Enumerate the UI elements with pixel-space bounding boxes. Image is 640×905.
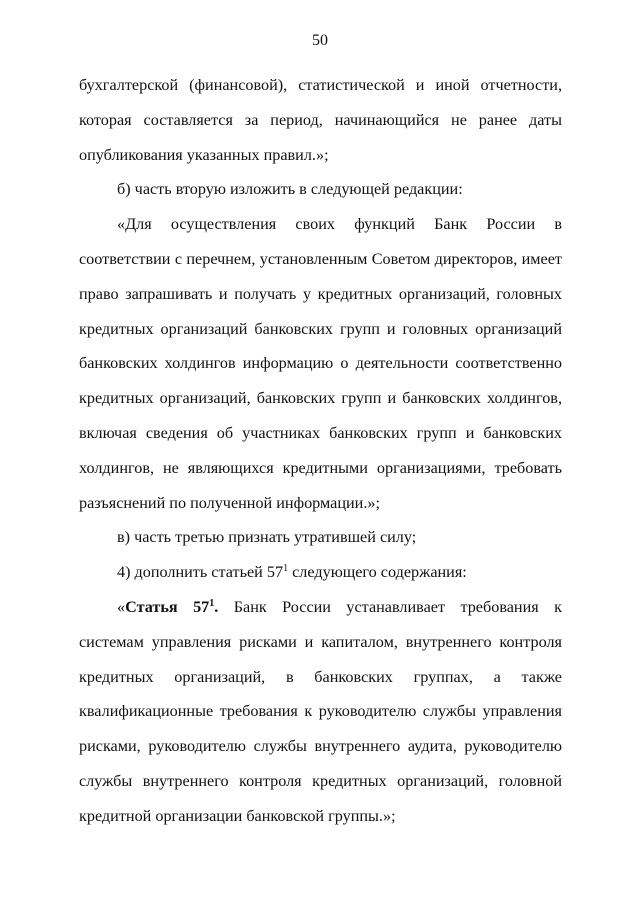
- article-heading: [125, 598, 218, 616]
- paragraph-article-57-1: [79, 590, 562, 834]
- paragraph-amendment-b: б) часть вторую изложить в следующей редакции:: [117, 180, 463, 199]
- document-body: [79, 68, 562, 834]
- paragraph-new-wording-part-two: «Для осуществления своих функций Банк России в соответствии с перечнем, установленным Советом директоров, имеет право запрашивать и получать у кредитных организаций, головных кредитных организаций банковских групп и головных организаций банковских холдингов информацию о деятельности соответственно кредитных организаций, банковских групп и банковских холдингов, включая сведения об участниках банковских групп и банковских холдингов, не являющихся кредитными организациями, требовать разъяснений по полученной информации.»;: [79, 215, 562, 512]
- article-open-quote: «: [117, 597, 126, 616]
- paragraph-reporting-continuation: бухгалтерской (финансовой), статистической и иной отчетности, которая составляется за период, начинающийся не ранее даты опубликования указанных правил.»;: [79, 76, 562, 164]
- paragraph-amendment-v: в) часть третью признать утратившей силу;: [117, 528, 417, 547]
- article-heading-dot: .: [214, 597, 219, 616]
- article-heading-superscript: 1: [209, 597, 215, 609]
- page-number: 50: [312, 32, 328, 49]
- article-heading-label: Статья 57: [125, 597, 210, 616]
- amendment-4-text-end: следующего содержания:: [288, 563, 467, 582]
- article-body-text: Банк России устанавливает требования к системам управления рисками и капиталом, внутреннего контроля кредитных организаций, в банковских группах, а также квалификационные требования к руководителю службы управления рисками, руководителю службы внутреннего аудита, руководителю службы внутреннего контроля кредитных организаций, головной кредитной организации банковской группы.»;: [79, 597, 562, 825]
- paragraph-amendment-4: [79, 555, 562, 590]
- amendment-4-text: 4) дополнить статьей 57: [117, 563, 284, 582]
- article-superscript: 1: [283, 563, 289, 575]
